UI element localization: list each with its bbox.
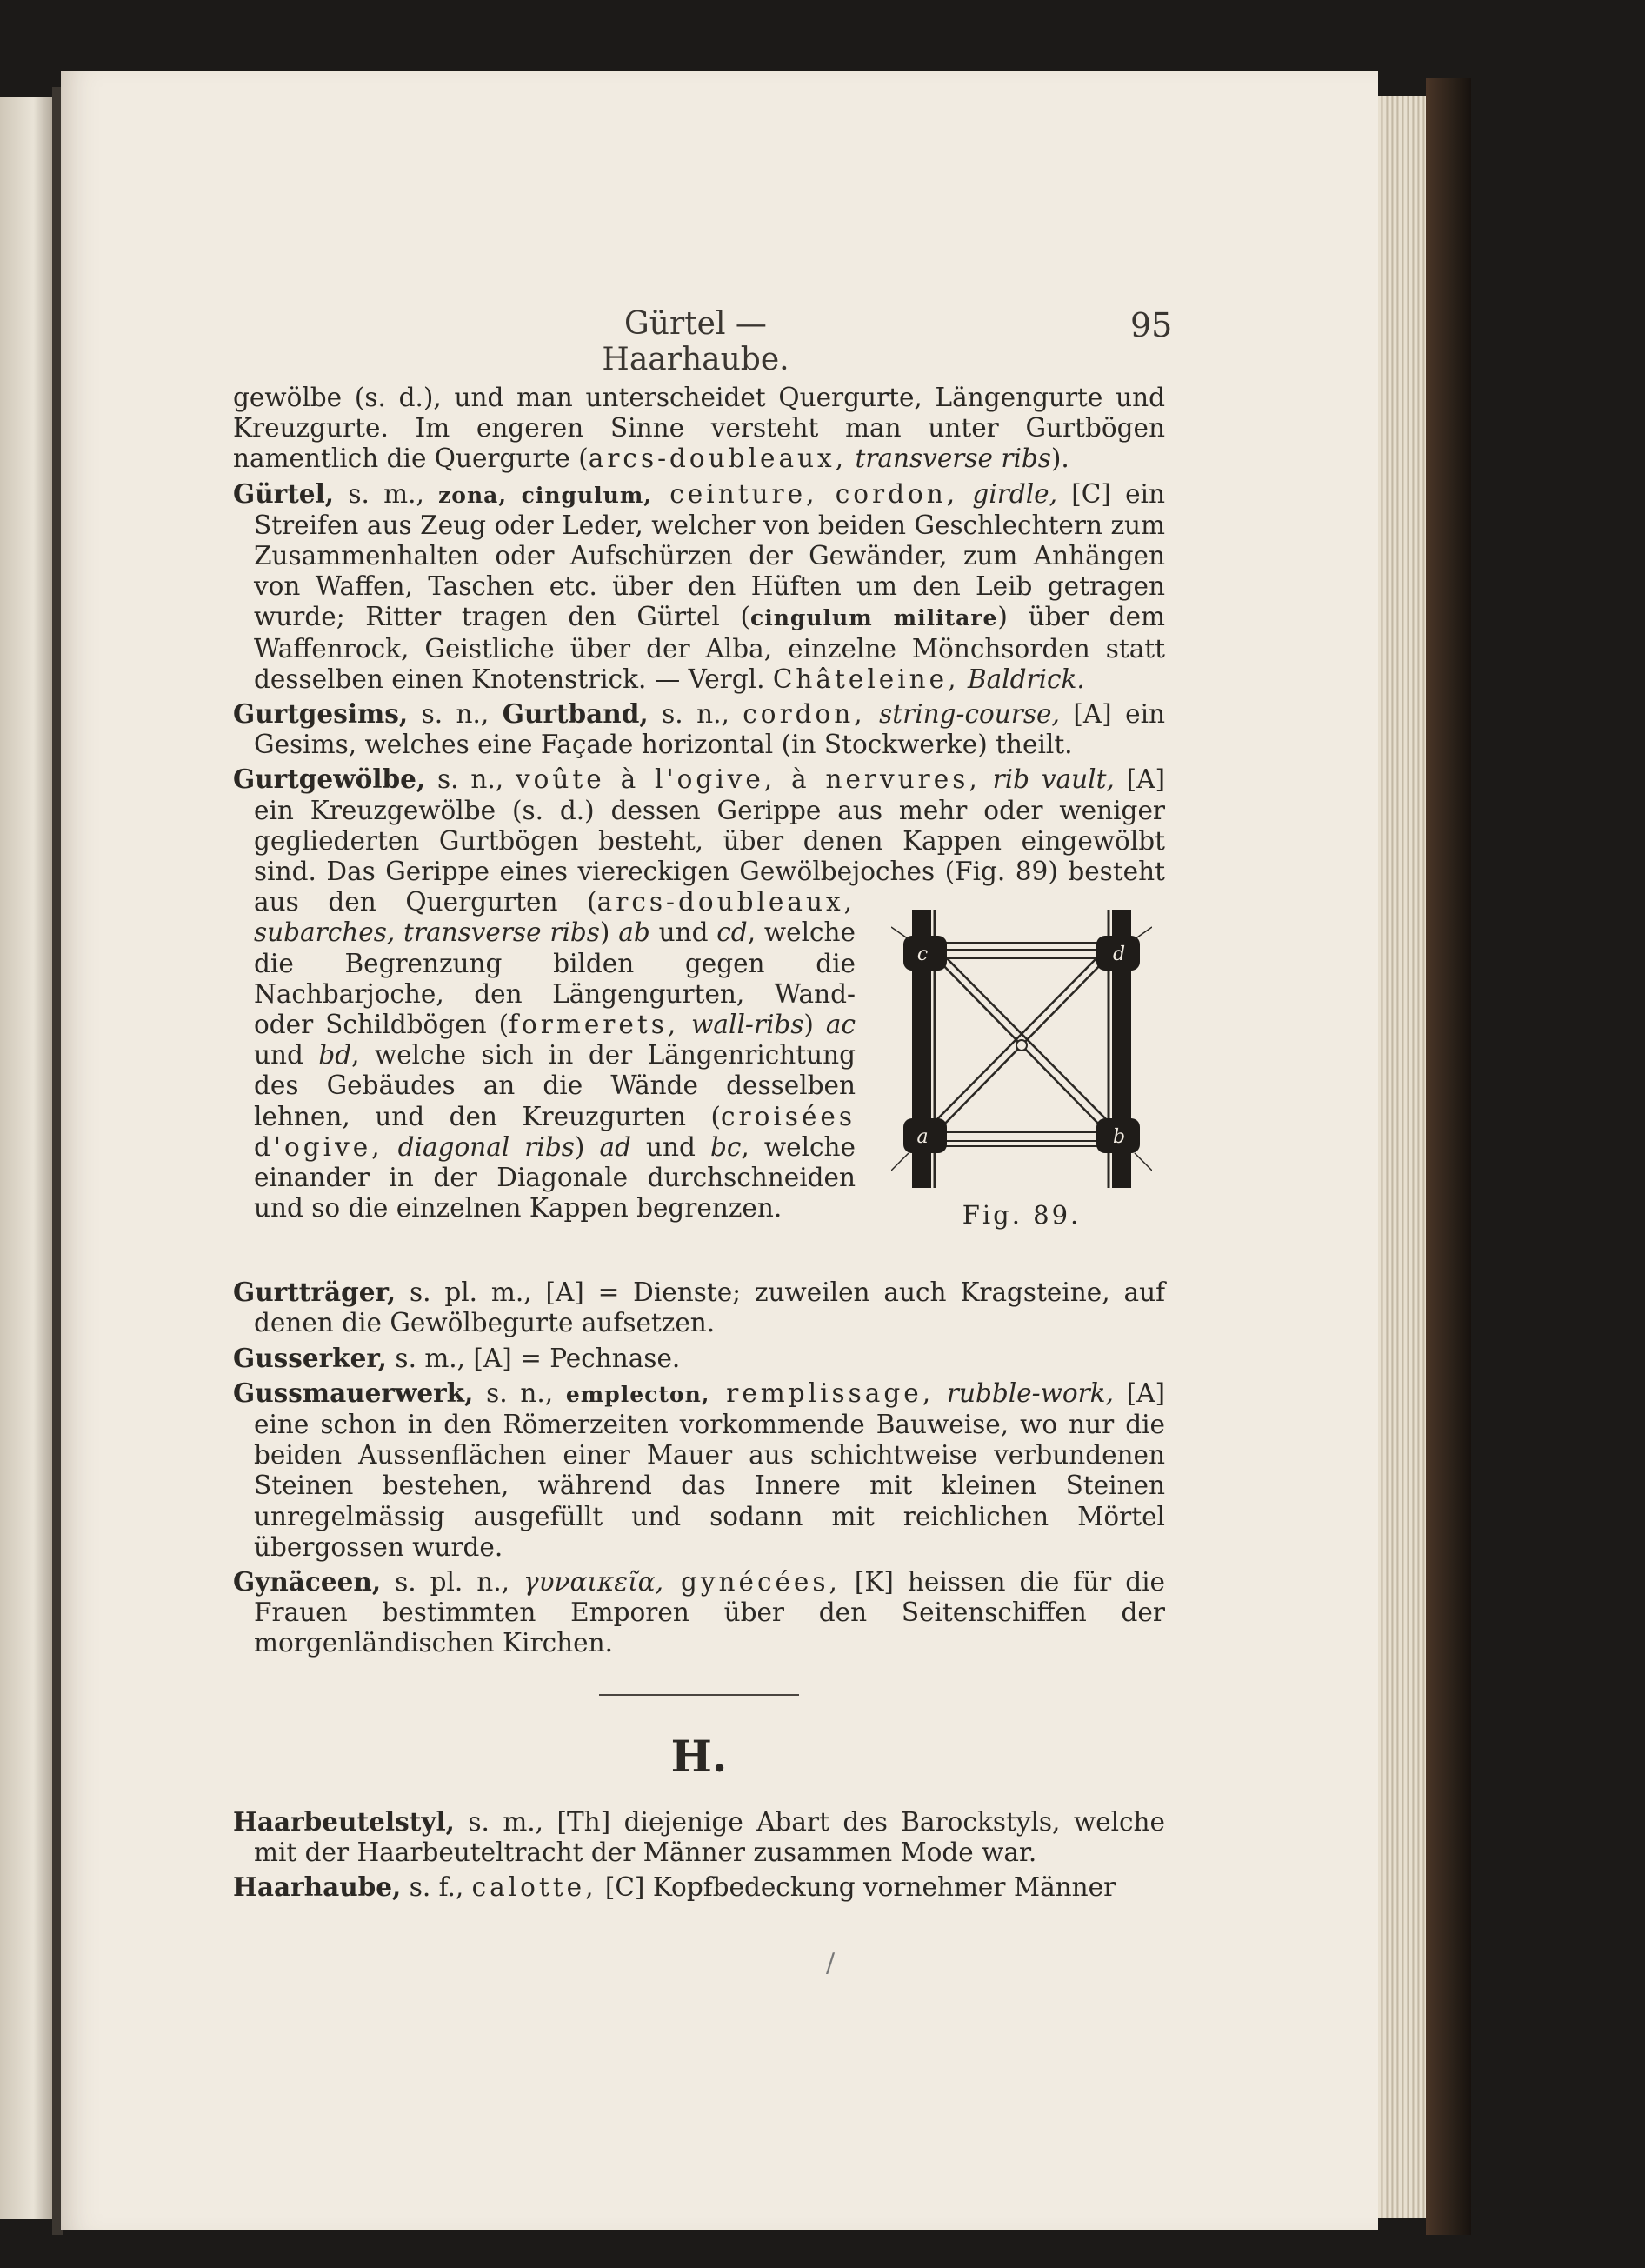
latin-term: emplecton, — [565, 1381, 710, 1407]
figure-ref: cd — [716, 917, 748, 948]
entry-gurttraeger — [233, 1277, 1165, 1338]
english-term: Baldrick. — [967, 664, 1085, 694]
headword: Gynäceen, — [233, 1566, 382, 1598]
english-term: transverse ribs — [855, 444, 1051, 474]
french-term: voûte à l'ogive, à nervures, — [516, 764, 981, 795]
french-term: remplissage, — [709, 1377, 935, 1408]
headword: Gürtel, — [233, 477, 335, 509]
entry-text: s. n., — [408, 699, 503, 730]
entry-text: und — [254, 1040, 319, 1071]
entry-text: [K] heissen die für die Frauen bestimmten Emporen über den Seitenschiffen der morgenländischen Kirchen. — [254, 1567, 1165, 1658]
entry-gussmauerwerk — [233, 1377, 1165, 1563]
figure-ref: ac — [825, 1010, 856, 1040]
english-term: girdle, — [958, 478, 1057, 509]
french-term: Châteleine, — [772, 664, 960, 694]
entry-text: s. n., — [425, 764, 516, 795]
entry-text: , welche die Begrenzung bilden gegen die Nachbarjoche, den Längengurten, Wand- oder Schildbögen ( — [254, 917, 856, 1040]
entry-guertel — [233, 478, 1165, 695]
french-term: croisées d'ogive, — [254, 1101, 856, 1162]
entry-text: s. n., — [473, 1377, 566, 1408]
entry-continuation — [233, 383, 1165, 475]
figure-ref: bd — [318, 1040, 352, 1071]
entry-text: ) — [599, 917, 619, 948]
entry-text: s. m., [A] = Pechnase. — [387, 1343, 681, 1373]
running-head: Gürtel — Haarhaube. — [602, 306, 789, 377]
entry-text: und — [630, 1131, 710, 1162]
french-term: formerets, — [509, 1010, 680, 1040]
headword: Haarbeutelstyl, — [233, 1805, 455, 1837]
latin-term: cingulum militare — [749, 605, 998, 631]
dictionary-column — [233, 383, 1165, 1904]
entry-text: [A] eine schon in den Römerzeiten vorkommende Bauweise, wo nur die beiden Aussenflächen einer Mauer aus schichtweise verbundenen Steinen bestehen, während das Innere mit kleinen Steinen unregelmässig ausgefüllt und sodann mit reichlichen Mörtel übergossen wurde. — [254, 1377, 1166, 1562]
latin-term: zona, cingulum, — [438, 482, 653, 508]
entry-haarhaube — [233, 1871, 1165, 1903]
entry-text: [C] ein Streifen aus Zeug oder Leder, welcher von beiden Geschlechtern zum Zusammenhalten oder Aufschürzen der Gewänder, zum Anhängen von Waffen, Taschen etc. über den Hüften um den Leib getragen wurde; Ritter tragen den Gürtel ( — [254, 478, 1165, 632]
english-term: rib vault, — [980, 764, 1115, 795]
english-term: subarches, transverse ribs — [254, 917, 600, 948]
figure-ref: ab — [618, 917, 650, 948]
section-divider — [599, 1694, 799, 1696]
left-page-edge — [0, 97, 56, 2219]
entry-text: [A] ein Kreuzgewölbe (s. d.) dessen Gerippe aus mehr oder weniger gegliederten Gurtbögen besteht, über denen Kappen eingewölbt sind. Das Gerippe eines viereckigen Gewölbejoches (Fig. 89) besteht aus den Quergurten ( — [254, 764, 1166, 917]
entry-text: s. m., [Th] diejenige Abart des Barockstyls, welche mit der Haarbeuteltracht der Männer zusammen Mode war. — [254, 1806, 1165, 1868]
headword: Gurtträger, — [233, 1277, 396, 1308]
english-term: diagonal ribs — [383, 1131, 575, 1162]
page-number: 95 — [1130, 306, 1173, 344]
headword: Gurtgewölbe, — [233, 764, 426, 795]
stray-pencil-mark: / — [826, 1948, 836, 1978]
rib-vault-diagram — [891, 901, 1152, 1197]
greek-term: γυναικεῖα, — [523, 1567, 663, 1598]
french-term: cordon, — [743, 699, 866, 730]
entry-text: s. n., — [648, 699, 743, 730]
entry-gurtgesims — [233, 698, 1165, 760]
figure-ref: bc — [710, 1131, 742, 1162]
entry-haarbeutelstyl — [233, 1806, 1165, 1868]
entry-text: [A] ein Gesims, welches eine Façade horizontal (in Stockwerke) theilt. — [254, 699, 1166, 760]
french-term: gynécées, — [663, 1567, 841, 1598]
figure-ref: ad — [599, 1131, 631, 1162]
english-term: rubble-work, — [934, 1377, 1114, 1408]
entry-text: ) — [803, 1010, 826, 1040]
headword: Gusserker, — [233, 1342, 388, 1373]
headword: Gurtband, — [502, 698, 649, 730]
french-term: arcs-doubleaux, — [588, 444, 848, 474]
entry-text: gewölbe (s. d.), und man unterscheidet Quergurte, Längengurte und Kreuzgurte. Im engeren Sinne versteht man unter Gurtbögen namentlich die Quergurte ( — [233, 383, 1165, 474]
entry-text: s. m., — [334, 478, 439, 509]
figure-89 — [878, 891, 1165, 1271]
entry-text: s. pl. m., [A] = Dienste; zuweilen auch Kragsteine, auf denen die Gewölbegurte aufsetzen. — [254, 1277, 1165, 1338]
entry-text: , welche sich in der Längenrichtung des Gebäudes an die Wände desselben lehnen, und den Kreuzgurten ( — [254, 1040, 856, 1131]
entry-text: und — [649, 917, 717, 948]
entry-text: ) über dem Waffenrock, Geistliche über der Alba, einzelne Mönchsorden statt desselben einen Knotenstrick. — Vergl. — [254, 602, 1165, 694]
corner-label-c: c — [916, 944, 929, 966]
headword: Gurtgesims, — [233, 698, 409, 730]
corner-label-d: d — [1112, 944, 1126, 966]
english-term: wall-ribs — [679, 1010, 804, 1040]
entry-text: s. pl. n., — [381, 1567, 523, 1598]
book-cover-edge — [1426, 78, 1471, 2235]
page-block-edges — [1378, 96, 1426, 2218]
entry-text: s. f., — [401, 1872, 472, 1903]
headword: Haarhaube, — [233, 1871, 402, 1903]
entry-gusserker — [233, 1343, 1165, 1374]
corner-label-b: b — [1112, 1126, 1126, 1149]
english-term: string-course, — [865, 699, 1060, 730]
entry-text: [C] Kopfbedeckung vornehmer Männer — [596, 1872, 1116, 1903]
corner-label-a: a — [916, 1126, 929, 1149]
figure-caption: Fig. 89. — [962, 1200, 1082, 1231]
french-term: arcs-doubleaux, — [596, 887, 856, 917]
french-term: calotte, — [471, 1872, 597, 1903]
entry-text: , welche einander in der Diagonale durchschneiden und so die einzelnen Kappen begrenzen. — [254, 1131, 856, 1224]
entry-gynaeceen — [233, 1566, 1165, 1659]
entry-text: ) — [574, 1131, 600, 1162]
headword: Gussmauerwerk, — [233, 1377, 474, 1408]
french-term: ceinture, cordon, — [652, 478, 959, 509]
section-heading: H. — [670, 1730, 728, 1782]
entry-text: ). — [1050, 444, 1069, 474]
entry-gurtgewoelbe — [233, 764, 1166, 1231]
